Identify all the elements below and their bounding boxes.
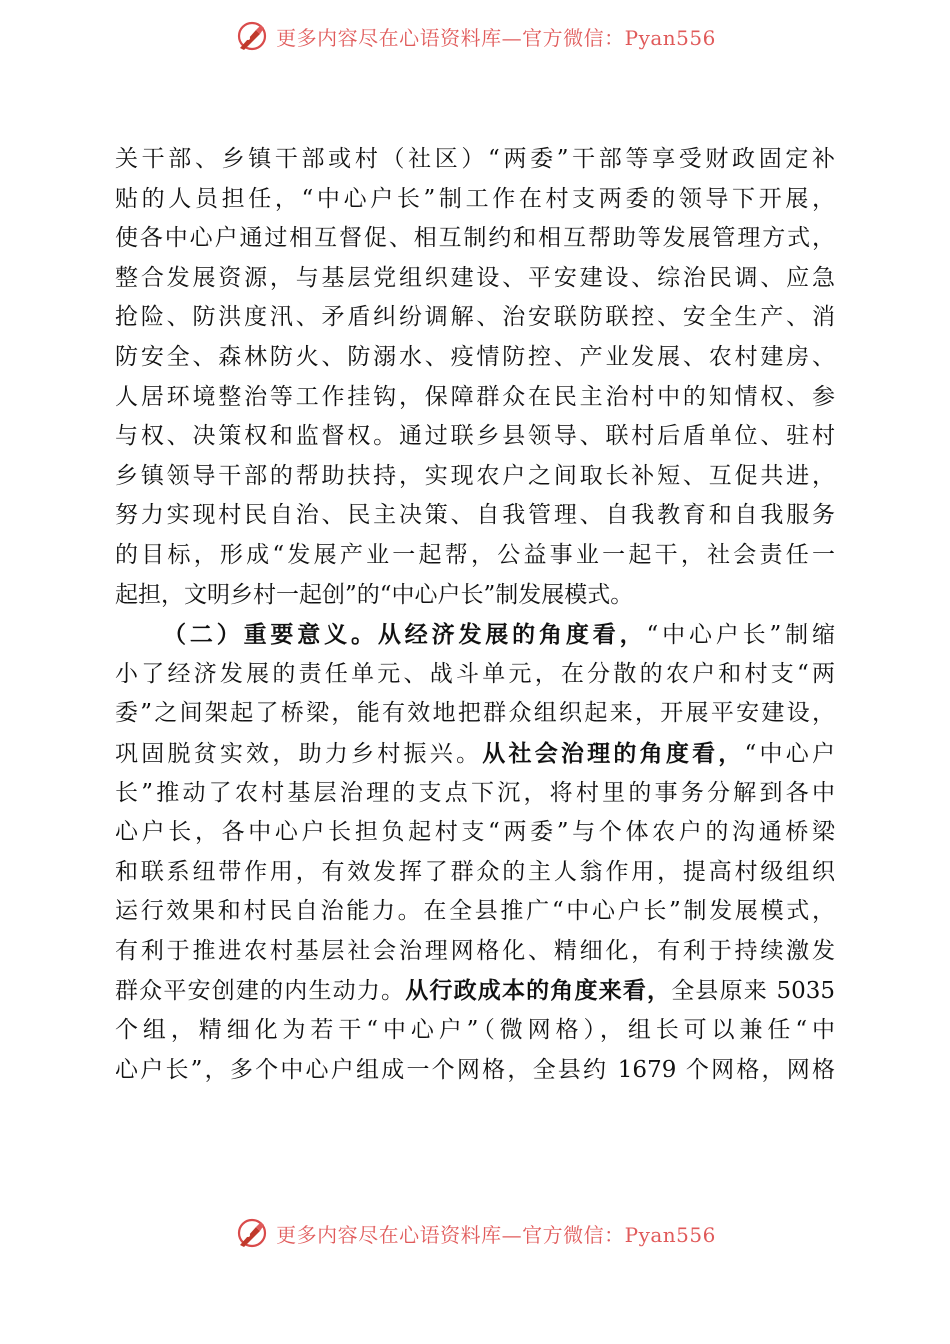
text-segment: 的目标，形成“发展产业一起帮，公益事业一起干，社会责任一 xyxy=(115,541,835,568)
text-segment: 运行效果和村民自治能力。在全县推广“中心户长”制发展模式， xyxy=(115,898,835,925)
text-segment: 群众平安创建的内生动力。 xyxy=(115,978,406,1005)
text-line xyxy=(115,615,835,655)
text-line xyxy=(115,1051,835,1091)
text-segment: 整合发展资源，与基层党组织建设、平安建设、综治民调、应急 xyxy=(115,264,835,291)
text-segment: 长”推动了农村基层治理的支点下沉，将村里的事务分解到各中 xyxy=(115,779,835,806)
header-banner xyxy=(0,16,950,56)
text-line xyxy=(115,536,835,576)
text-line xyxy=(115,892,835,932)
text-segment: 有利于推进农村基层社会治理网格化、精细化，有利于持续激发 xyxy=(115,937,835,964)
text-segment: 心户长，各中心户长担负起村支“两委”与个体农户的沟通桥梁 xyxy=(115,819,835,846)
text-line xyxy=(115,932,835,972)
text-segment: 全县原来 5035 xyxy=(671,978,835,1005)
text-segment: 关干部、乡镇干部或村（社区）“两委”干部等享受财政固定补 xyxy=(115,146,835,172)
text-segment: 心户长”，多个中心户组成一个网格，全县约 1679 个网格，网格 xyxy=(115,1056,835,1083)
text-line xyxy=(115,813,835,853)
bold-text-segment: 从经济发展的角度看， xyxy=(377,621,647,649)
text-segment: 个组，精细化为若干“中心户”（微网格），组长可以兼任“中 xyxy=(115,1017,835,1044)
text-segment: 抢险、防洪度汛、矛盾纠纷调解、治安联防联控、安全生产、消 xyxy=(115,304,835,331)
text-line xyxy=(115,219,835,259)
paragraph xyxy=(115,140,835,615)
text-line xyxy=(115,774,835,814)
banner-text: 更多内容尽在心语资料库—官方微信：Pyan556 xyxy=(276,25,716,50)
text-segment: 小了经济发展的责任单元、战斗单元，在分散的农户和村支“两 xyxy=(115,660,835,687)
pen-seal-logo-icon xyxy=(234,18,270,54)
text-line xyxy=(115,180,835,220)
text-line xyxy=(115,734,835,774)
text-line xyxy=(115,140,835,180)
bold-text-segment: 从社会治理的角度看， xyxy=(482,739,745,767)
banner-text: 更多内容尽在心语资料库—官方微信：Pyan556 xyxy=(276,1222,716,1247)
text-segment: 人居环境整治等工作挂钩，保障群众在民主治村中的知情权、参 xyxy=(115,383,835,410)
text-line xyxy=(115,338,835,378)
text-line xyxy=(115,853,835,893)
text-segment: “中心户长”制缩 xyxy=(646,622,835,649)
text-segment: 乡镇领导干部的帮助扶持，实现农户之间取长补短、互促共进， xyxy=(115,462,835,489)
bold-text-segment: （二）重要意义。 xyxy=(163,621,378,649)
text-segment: 委”之间架起了桥梁，能有效地把群众组织起来，开展平安建设， xyxy=(115,700,835,727)
paragraph xyxy=(115,615,835,1090)
text-segment: 巩固脱贫实效，助力乡村振兴。 xyxy=(115,740,483,767)
text-line xyxy=(115,298,835,338)
text-segment: “中心户 xyxy=(744,740,835,767)
text-segment: 使各中心户通过相互督促、相互制约和相互帮助等发展管理方式， xyxy=(115,225,835,252)
text-line xyxy=(115,457,835,497)
text-line xyxy=(115,1011,835,1051)
text-line xyxy=(115,576,835,616)
text-line xyxy=(115,655,835,695)
text-segment: 防安全、森林防火、防溺水、疫情防控、产业发展、农村建房、 xyxy=(115,343,835,370)
bold-text-segment: 从行政成本的角度来看， xyxy=(405,977,672,1005)
document-body xyxy=(115,140,835,1090)
text-line xyxy=(115,694,835,734)
text-segment: 和联系纽带作用，有效发挥了群众的主人翁作用，提高村级组织 xyxy=(115,858,835,885)
text-line xyxy=(115,971,835,1011)
text-line xyxy=(115,259,835,299)
text-line xyxy=(115,496,835,536)
text-segment: 与权、决策权和监督权。通过联乡县领导、联村后盾单位、驻村 xyxy=(115,423,835,450)
text-line xyxy=(115,417,835,457)
footer-banner xyxy=(0,1213,950,1253)
text-line xyxy=(115,378,835,418)
text-segment: 努力实现村民自治、民主决策、自我管理、自我教育和自我服务 xyxy=(115,502,835,529)
text-segment: 起担，文明乡村一起创”的“中心户长”制发展模式。 xyxy=(115,581,634,608)
pen-seal-logo-icon xyxy=(234,1215,270,1251)
text-segment: 贴的人员担任，“中心户长”制工作在村支两委的领导下开展， xyxy=(115,185,835,212)
